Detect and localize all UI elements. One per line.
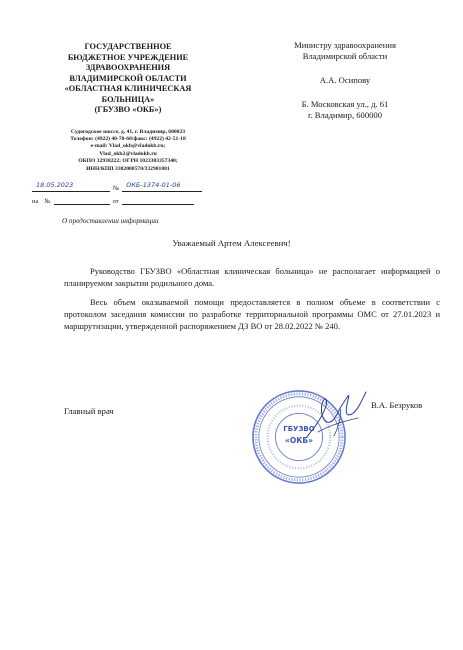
stamp-text-line: ГБУЗВО xyxy=(283,425,315,433)
outgoing-registration-line xyxy=(32,183,202,192)
ref-na-label: на xyxy=(32,198,39,205)
ref-number-label: № xyxy=(44,198,51,205)
contact-line: Vlad_okb2@vladokb.ru xyxy=(99,150,157,157)
org-line: (ГБУЗВО «ОКБ») xyxy=(94,105,162,114)
outgoing-number-field xyxy=(122,183,202,192)
ref-number-field xyxy=(54,196,110,205)
contact-line: ОКПО 32938222; ОГРН 1023303357340; xyxy=(78,158,178,165)
greeting: Уважаемый Артем Алексеевич! xyxy=(172,238,291,248)
contact-line: Телефон: (4922) 40-70-60/факс: (4922) 42-51-18 xyxy=(70,135,186,142)
recipient-line: Владимирской области xyxy=(302,51,388,61)
org-line: БОЛЬНИЦА» xyxy=(101,94,155,104)
body-paragraph-1: Руководство ГБУЗВО «Областная клиническая больница» не располагает информацией о планируемом закрытии родильного дома. xyxy=(64,266,440,289)
recipient-address-line: Б. Московская ул., д. 61 xyxy=(301,99,389,109)
recipient-name: А.А. Осипову xyxy=(319,75,371,85)
ref-from-label: от xyxy=(112,198,119,205)
outgoing-number-handwritten: ОКБ-1374-01-06 xyxy=(126,181,181,189)
organization-name xyxy=(48,42,208,116)
contact-line: e-mail: Vlad_okb@vladokb.ru; xyxy=(90,143,166,150)
signatory-name: В.А. Безруков xyxy=(371,400,423,410)
handwritten-signature xyxy=(300,388,370,444)
recipient-line: Министру здравоохранения xyxy=(294,40,396,50)
org-line: ГОСУДАРСТВЕННОЕ xyxy=(84,42,172,51)
outgoing-date-handwritten: 18.05.2023 xyxy=(36,181,74,189)
stamp-text-line: «ОКБ» xyxy=(285,436,313,445)
ref-date-field xyxy=(122,196,194,205)
reference-registration-line xyxy=(32,196,194,205)
contact-line: Судогодское шоссе, д. 41, г. Владимир, 600023 xyxy=(70,128,186,135)
org-line: ЗДРАВООХРАНЕНИЯ xyxy=(85,63,171,72)
recipient-block xyxy=(270,40,420,121)
org-line: БЮДЖЕТНОЕ УЧРЕЖДЕНИЕ xyxy=(67,52,189,62)
body-paragraph-2: Весь объем оказываемой помощи предоставляется в полном объеме в соответствии с протоколом заседания комиссии по разработке территориальной программы ОМС от 27.01.2023 и маршрутизации, утвержденной распоряжением ДЗ ВО от 28.02.2022 № 240. xyxy=(64,297,440,332)
recipient-address-line: г. Владимир, 600000 xyxy=(307,110,383,120)
contact-line: ИНН/КПП 3302008570/332901001 xyxy=(86,165,170,172)
signatory-title: Главный врач xyxy=(64,406,114,416)
letter-subject: О предоставлении информации xyxy=(62,217,159,225)
org-line: «ОБЛАСТНАЯ КЛИНИЧЕСКАЯ xyxy=(64,84,192,93)
number-label: № xyxy=(113,185,120,192)
organization-contacts xyxy=(48,129,208,173)
letterhead xyxy=(48,42,208,173)
org-line: ВЛАДИМИРСКОЙ ОБЛАСТИ xyxy=(69,73,187,83)
outgoing-date-field xyxy=(32,183,110,192)
